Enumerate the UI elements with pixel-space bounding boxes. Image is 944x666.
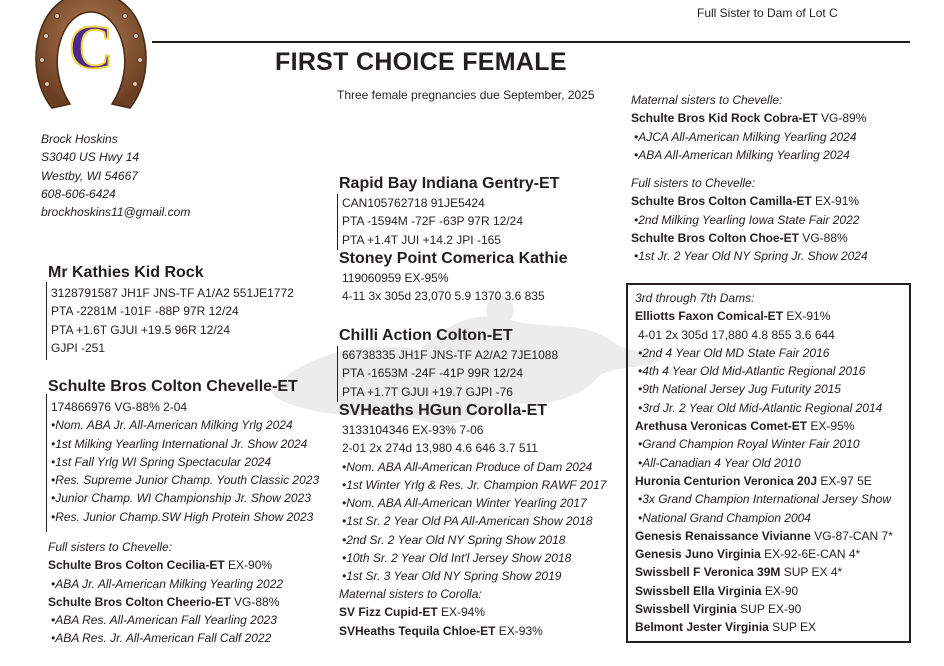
sire-line: 3128791587 JH1F JNS-TF A1/A2 551JE1772 <box>51 286 294 300</box>
dams-box-content <box>635 289 893 637</box>
contact-city: Westby, WI 54667 <box>41 168 138 183</box>
section-label: Maternal sisters to Chevelle: <box>631 93 783 107</box>
dam-entry-score: EX-91% <box>783 309 831 324</box>
kathie-details <box>342 269 545 306</box>
sister-name: SV Fizz Cupid-ET <box>339 605 438 620</box>
sister-name: Schulte Bros Kid Rock Cobra-ET <box>631 111 818 126</box>
dam-entry-score: SUP EX <box>768 620 816 635</box>
right-maternal-sisters <box>631 91 866 164</box>
dam-entry-score: EX-90 <box>761 583 799 598</box>
section-label: 3rd through 7th Dams: <box>635 291 755 305</box>
kathie-name: Stoney Point Comerica Kathie <box>339 250 568 267</box>
top-note: Full Sister to Dam of Lot C <box>697 6 838 20</box>
left-rule-sire <box>46 282 47 360</box>
award-line: •Nom. ABA All-American Winter Yearling 2017 <box>342 496 587 511</box>
mid-rule-2 <box>337 346 338 402</box>
sister-note: •AJCA All-American Milking Yearling 2024 <box>634 129 857 144</box>
sister-note: •1st Jr. 2 Year Old NY Spring Jr. Show 2024 <box>634 249 868 264</box>
award-line: •Junior Champ. WI Championship Jr. Show 2023 <box>51 491 311 506</box>
sire-name: Mr Kathies Kid Rock <box>48 264 204 281</box>
dam-entry-score: VG-87-CAN 7* <box>810 528 893 543</box>
dam-entry-note: •3rd Jr. 2 Year Old Mid-Atlantic Regional 2014 <box>638 400 883 415</box>
logo <box>30 0 152 122</box>
dam-entry-score: SUP EX 4* <box>780 565 843 580</box>
horseshoe-logo-icon <box>30 0 152 122</box>
dam-entry-note: 4-01 2x 305d 17,880 4.8 855 3.6 644 <box>638 327 835 342</box>
sister-score: EX-90% <box>224 558 273 573</box>
sister-score: EX-94% <box>437 605 486 620</box>
dam-entry-name: Arethusa Veronicas Comet-ET <box>635 419 808 434</box>
dam-entry-note: •3x Grand Champion International Jersey Show <box>638 492 892 507</box>
gentry-line: PTA +1.4T JUI +14.2 JPI -165 <box>342 232 501 247</box>
sister-score: EX-93% <box>495 623 543 638</box>
sister-note: •2nd Milking Yearling Iowa State Fair 2022 <box>634 212 860 227</box>
dam-entry-score: EX-92-6E-CAN 4* <box>760 547 861 562</box>
award-line: •1st Sr. 2 Year Old PA All-American Show 2018 <box>342 514 593 529</box>
gentry-details <box>342 194 523 249</box>
left-rule-female <box>46 394 47 532</box>
sire-line: PTA -2281M -101F -88P 97R 12/24 <box>51 304 239 319</box>
dam-entry-name: Swissbell Ella Virginia <box>635 583 762 598</box>
sister-name: Schulte Bros Colton Camilla-ET <box>631 194 812 209</box>
sister-note: •ABA Res. Jr. All-American Fall Calf 2022 <box>51 631 272 646</box>
award-line: •Nom. ABA Jr. All-American Milking Yrlg 2024 <box>51 418 293 433</box>
female-name: Schulte Bros Colton Chevelle-ET <box>48 378 298 395</box>
sister-score: VG-88% <box>230 594 280 609</box>
dam-maternal-sisters <box>339 585 543 640</box>
colton-line: PTA -1653M -24F -41P 99R 12/24 <box>342 366 523 381</box>
award-line: •1st Winter Yrlg & Res. Jr. Champion RAWF 2017 <box>342 477 607 492</box>
sister-name: SVHeaths Tequila Chloe-ET <box>339 623 496 638</box>
sister-name: Schulte Bros Colton Cheerio-ET <box>48 594 231 609</box>
award-line: •10th Sr. 2 Year Old Int'l Jersey Show 2018 <box>342 551 572 566</box>
award-line: •2nd Sr. 2 Year Old NY Spring Show 2018 <box>342 532 566 547</box>
dam-entry-note: •All-Canadian 4 Year Old 2010 <box>638 455 801 470</box>
contact-block <box>41 130 190 221</box>
contact-address: S3040 US Hwy 14 <box>41 150 140 165</box>
award-line: •Res. Junior Champ.SW High Protein Show 2023 <box>51 509 314 524</box>
logo-letter: C <box>68 14 114 82</box>
sister-note: •ABA Res. All-American Fall Yearling 2023 <box>51 613 277 628</box>
gentry-line: CAN105762718 91JE5424 <box>342 196 485 210</box>
dam-details <box>342 421 606 586</box>
mid-rule-1 <box>337 194 338 250</box>
award-line: •1st Milking Yearling International Jr. Show 2024 <box>51 436 308 451</box>
female-id-line: 174866976 VG-88% 2-04 <box>51 400 188 414</box>
colton-line: PTA +1.7T GJUI +19.7 GJPI -76 <box>342 384 513 399</box>
dam-entry-note: •9th National Jersey Jug Futurity 2015 <box>638 382 841 397</box>
right-full-sisters <box>631 174 868 265</box>
dam-entry-name: Belmont Jester Virginia <box>635 620 769 635</box>
dam-entry-score: EX-95% <box>807 419 855 434</box>
contact-name: Brock Hoskins <box>41 132 118 146</box>
contact-email[interactable]: brockhoskins11@gmail.com <box>41 205 191 220</box>
sister-name: Schulte Bros Colton Choe-ET <box>631 230 799 245</box>
dam-entry-name: Swissbell Virginia <box>635 602 737 617</box>
award-line: •Res. Supreme Junior Champ. Youth Classic 2023 <box>51 473 320 488</box>
gentry-line: PTA -1594M -72F -63P 97R 12/24 <box>342 214 523 229</box>
award-line: •1st Sr. 3 Year Old NY Spring Show 2019 <box>342 569 562 584</box>
award-line: •Nom. ABA All-American Produce of Dam 2024 <box>342 459 593 474</box>
contact-phone: 608-606-6424 <box>41 186 116 201</box>
kathie-line: 4-11 3x 305d 23,070 5.9 1370 3.6 835 <box>342 289 545 304</box>
dam-entry-score: SUP EX-90 <box>736 602 802 617</box>
sire-details <box>51 284 294 357</box>
dam-entry-name: Huronia Centurion Veronica 20J <box>635 473 818 488</box>
dam-entry-name: Genesis Renaissance Vivianne <box>635 528 811 543</box>
dam-name: SVHeaths HGun Corolla-ET <box>339 402 548 419</box>
sister-score: VG-88% <box>799 230 848 245</box>
dam-entry-note: •National Grand Champion 2004 <box>638 510 811 525</box>
colton-line: 66738335 JH1F JNS-TF A2/A2 7JE1088 <box>342 348 559 362</box>
dam-entry-name: Genesis Juno Virginia <box>635 547 761 562</box>
sister-note: •ABA Jr. All-American Milking Yearling 2022 <box>51 576 284 591</box>
kathie-line: 119060959 EX-95% <box>342 271 449 285</box>
dam-entry-name: Swissbell F Veronica 39M <box>635 565 781 580</box>
dam-entry-score: EX-97 5E <box>817 473 872 488</box>
dam-entry-name: Elliotts Faxon Comical-ET <box>635 309 784 324</box>
page-subtitle: Three female pregnancies due September, 2025 <box>337 88 595 102</box>
sire-line: PTA +1.6T GJUI +19.5 96R 12/24 <box>51 322 230 337</box>
female-full-sisters <box>48 538 283 648</box>
section-label: Full sisters to Chevelle: <box>631 176 756 190</box>
gentry-name: Rapid Bay Indiana Gentry-ET <box>339 175 560 192</box>
sister-score: EX-91% <box>811 194 860 209</box>
sister-score: VG-89% <box>817 111 867 126</box>
dam-entry-note: •Grand Champion Royal Winter Fair 2010 <box>638 437 860 452</box>
section-label: Full sisters to Chevelle: <box>48 540 173 554</box>
sister-name: Schulte Bros Colton Cecilia-ET <box>48 558 225 573</box>
header-rule <box>152 41 910 43</box>
dam-id-line: 3133104346 EX-93% 7-06 <box>342 423 484 437</box>
page-title: FIRST CHOICE FEMALE <box>275 48 567 76</box>
sister-note: •ABA All-American Milking Yearling 2024 <box>634 147 850 162</box>
colton-name: Chilli Action Colton-ET <box>339 327 513 344</box>
section-label: Maternal sisters to Corolla: <box>339 587 482 601</box>
dam-entry-note: •2nd 4 Year Old MD State Fair 2016 <box>638 345 830 360</box>
dam-entry-note: •4th 4 Year Old Mid-Atlantic Regional 2016 <box>638 364 866 379</box>
sire-line: GJPI -251 <box>51 340 106 355</box>
award-line: •1st Fall Yrlg WI Spring Spectacular 2024 <box>51 454 272 469</box>
colton-details <box>342 346 558 401</box>
female-details <box>51 398 319 526</box>
dam-record: 2-01 2x 274d 13,980 4.6 646 3.7 511 <box>342 441 538 456</box>
